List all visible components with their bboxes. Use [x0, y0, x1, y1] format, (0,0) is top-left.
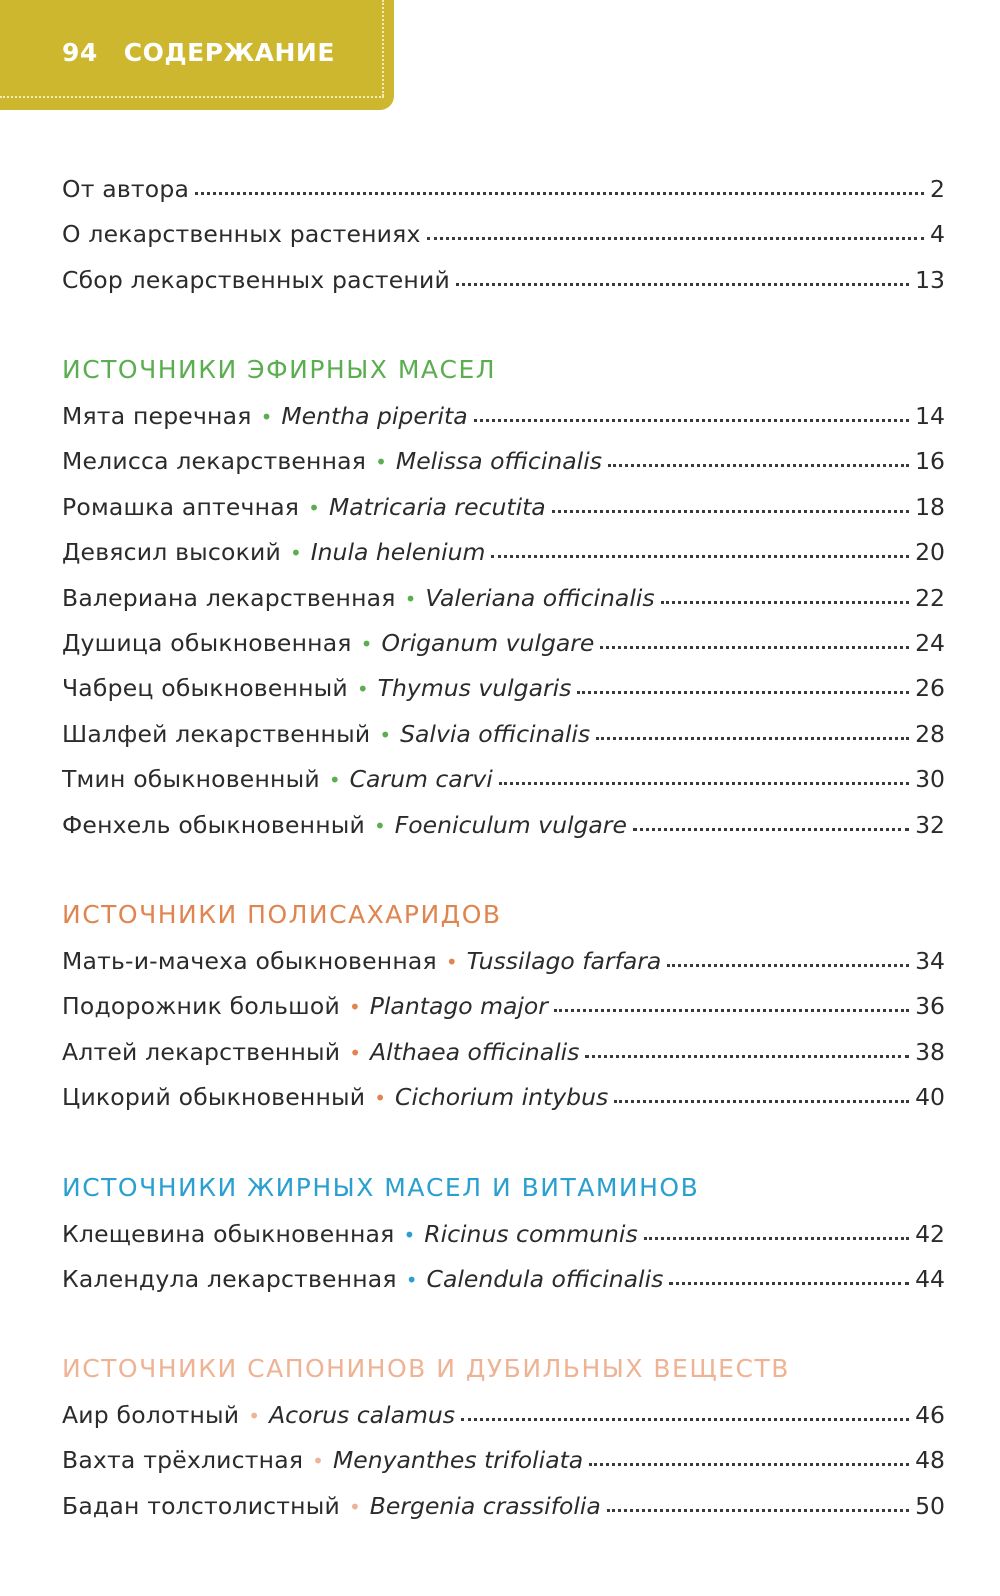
entry-title: О лекарственных растениях — [62, 220, 421, 249]
dot-leader — [607, 1507, 909, 1512]
section-heading: ИСТОЧНИКИ САПОНИНОВ И ДУБИЛЬНЫХ ВЕЩЕСТВ — [62, 1354, 790, 1383]
header-tab — [0, 0, 394, 110]
entry-title: Шалфей лекарственный — [62, 719, 371, 748]
toc-entry[interactable] — [62, 264, 945, 296]
toc-entry[interactable] — [62, 1444, 945, 1476]
entry-title: Алтей лекарственный — [62, 1037, 341, 1066]
toc-entry[interactable] — [62, 1218, 945, 1250]
entry-latin-name: Cichorium intybus — [395, 1083, 609, 1112]
entry-latin-name: Carum carvi — [349, 765, 493, 794]
toc-entry[interactable] — [62, 718, 945, 750]
entry-page-number: 26 — [915, 674, 945, 703]
entry-latin-name: Melissa officinalis — [395, 447, 602, 476]
entry-latin-name: Althaea officinalis — [370, 1037, 580, 1066]
bullet-icon: • — [360, 632, 373, 656]
dot-leader — [669, 1280, 909, 1285]
entry-page-number: 16 — [915, 447, 945, 476]
dot-leader — [608, 462, 909, 467]
entry-latin-name: Matricaria recutita — [328, 492, 546, 521]
entry-latin-name: Menyanthes trifoliata — [332, 1446, 584, 1475]
dot-leader — [633, 826, 909, 831]
toc-entry[interactable] — [62, 627, 945, 659]
entry-title: Фенхель обыкновенный — [62, 810, 365, 839]
toc-entry[interactable] — [62, 218, 945, 250]
entry-page-number: 20 — [915, 538, 945, 567]
bullet-icon: • — [405, 1268, 418, 1293]
toc-entry[interactable] — [62, 945, 945, 977]
toc-entry[interactable] — [62, 445, 945, 477]
entry-page-number: 38 — [915, 1037, 945, 1066]
entry-title: Аир болотный — [62, 1401, 240, 1429]
page-title: СОДЕРЖАНИЕ — [123, 38, 335, 67]
entry-page-number: 48 — [915, 1446, 945, 1475]
entry-page-number: 28 — [915, 719, 945, 748]
entry-latin-name: Plantago major — [369, 992, 548, 1021]
toc-entry[interactable] — [62, 990, 945, 1022]
bullet-icon: • — [289, 541, 302, 566]
entry-latin-name: Valeriana officinalis — [425, 583, 655, 612]
bullet-icon: • — [348, 1494, 361, 1519]
section-heading: ИСТОЧНИКИ ЭФИРНЫХ МАСЕЛ — [62, 355, 497, 384]
toc-entry[interactable] — [62, 1263, 945, 1295]
entry-latin-name: Tussilago farfara — [466, 947, 662, 975]
entry-page-number: 18 — [915, 492, 945, 521]
toc-entry[interactable] — [62, 1081, 945, 1113]
bullet-icon: • — [328, 768, 341, 793]
toc-entry[interactable] — [62, 1399, 945, 1431]
bullet-icon: • — [379, 722, 392, 747]
entry-title: Мать-и-мачеха обыкновенная — [62, 947, 437, 975]
dot-leader — [667, 962, 909, 967]
dot-leader — [554, 1007, 909, 1012]
entry-page-number: 34 — [915, 947, 945, 975]
entry-page-number: 30 — [915, 765, 945, 794]
toc-entry[interactable] — [62, 400, 945, 432]
bullet-icon: • — [308, 495, 320, 520]
dot-leader — [474, 417, 910, 422]
entry-title: Мелисса лекарственная — [62, 447, 367, 476]
entry-page-number: 22 — [915, 583, 945, 612]
tab-dotted-border-vertical — [382, 0, 384, 96]
dot-leader — [552, 508, 909, 513]
bullet-icon: • — [356, 677, 369, 702]
entry-latin-name: Inula helenium — [310, 538, 486, 567]
dot-leader — [456, 281, 909, 286]
bullet-icon: • — [403, 1223, 416, 1247]
bullet-icon: • — [404, 586, 417, 611]
toc-entry[interactable] — [62, 763, 945, 795]
toc-entry[interactable] — [62, 173, 945, 205]
entry-title: Подорожник большой — [62, 992, 340, 1021]
entry-title: Мята перечная — [62, 402, 252, 430]
entry-latin-name: Salvia officinalis — [400, 719, 591, 748]
dot-leader — [195, 190, 924, 195]
entry-title: Ромашка аптечная — [62, 492, 300, 521]
bullet-icon: • — [375, 450, 387, 475]
entry-latin-name: Ricinus communis — [424, 1220, 638, 1248]
page-number: 94 — [62, 38, 98, 67]
tab-dotted-border — [0, 96, 384, 98]
dot-leader — [427, 235, 924, 240]
dot-leader — [614, 1098, 909, 1103]
header-title-block — [62, 38, 335, 67]
section-heading: ИСТОЧНИКИ ЖИРНЫХ МАСЕЛ И ВИТАМИНОВ — [62, 1173, 700, 1202]
entry-title: Клещевина обыкновенная — [62, 1220, 395, 1248]
entry-latin-name: Origanum vulgare — [381, 629, 595, 657]
bullet-icon: • — [373, 813, 386, 838]
dot-leader — [589, 1461, 909, 1466]
entry-page-number: 2 — [930, 175, 945, 203]
entry-title: Календула лекарственная — [62, 1265, 397, 1294]
dot-leader — [491, 553, 909, 558]
bullet-icon: • — [248, 1404, 261, 1428]
bullet-icon: • — [260, 405, 273, 429]
bullet-icon: • — [445, 950, 458, 974]
toc-entry[interactable] — [62, 582, 945, 614]
dot-leader — [577, 689, 909, 694]
entry-page-number: 36 — [915, 992, 945, 1021]
entry-page-number: 13 — [915, 265, 945, 294]
entry-title: Сбор лекарственных растений — [62, 265, 450, 294]
entry-title: Чабрец обыкновенный — [62, 674, 348, 703]
entry-page-number: 4 — [930, 220, 945, 249]
dot-leader — [461, 1416, 909, 1421]
entry-latin-name: Thymus vulgaris — [377, 674, 572, 703]
entry-page-number: 14 — [915, 402, 945, 430]
entry-page-number: 42 — [915, 1220, 945, 1248]
dot-leader — [585, 1053, 909, 1058]
entry-page-number: 32 — [915, 810, 945, 839]
entry-latin-name: Acorus calamus — [269, 1401, 456, 1429]
bullet-icon: • — [349, 1040, 362, 1065]
entry-latin-name: Bergenia crassifolia — [369, 1491, 601, 1520]
entry-title: Душица обыкновенная — [62, 629, 352, 657]
toc-entry[interactable] — [62, 1036, 945, 1068]
entry-latin-name: Mentha piperita — [281, 402, 468, 430]
toc-entry[interactable] — [62, 491, 945, 523]
entry-latin-name: Calendula officinalis — [426, 1265, 664, 1294]
toc-entry[interactable] — [62, 809, 945, 841]
entry-title: Девясил высокий — [62, 538, 281, 567]
entry-title: Цикорий обыкновенный — [62, 1083, 366, 1112]
dot-leader — [661, 599, 909, 604]
section-heading: ИСТОЧНИКИ ПОЛИСАХАРИДОВ — [62, 900, 502, 929]
toc-entry[interactable] — [62, 1490, 945, 1522]
entry-latin-name: Foeniculum vulgare — [394, 810, 627, 839]
entry-title: Тмин обыкновенный — [62, 765, 320, 794]
dot-leader — [600, 644, 909, 649]
dot-leader — [644, 1235, 909, 1240]
entry-title: Валериана лекарственная — [62, 583, 396, 612]
entry-page-number: 24 — [915, 629, 945, 657]
entry-page-number: 40 — [915, 1083, 945, 1112]
entry-title: От автора — [62, 175, 190, 203]
dot-leader — [499, 780, 909, 785]
entry-title: Бадан толстолистный — [62, 1491, 340, 1520]
toc-entry[interactable] — [62, 672, 945, 704]
bullet-icon: • — [348, 995, 361, 1020]
entry-page-number: 44 — [915, 1265, 945, 1294]
dot-leader — [596, 735, 909, 740]
entry-page-number: 46 — [915, 1401, 945, 1429]
entry-page-number: 50 — [915, 1491, 945, 1520]
bullet-icon: • — [312, 1449, 324, 1474]
entry-title: Вахта трёхлистная — [62, 1446, 304, 1475]
bullet-icon: • — [374, 1086, 387, 1111]
toc-entry[interactable] — [62, 536, 945, 568]
